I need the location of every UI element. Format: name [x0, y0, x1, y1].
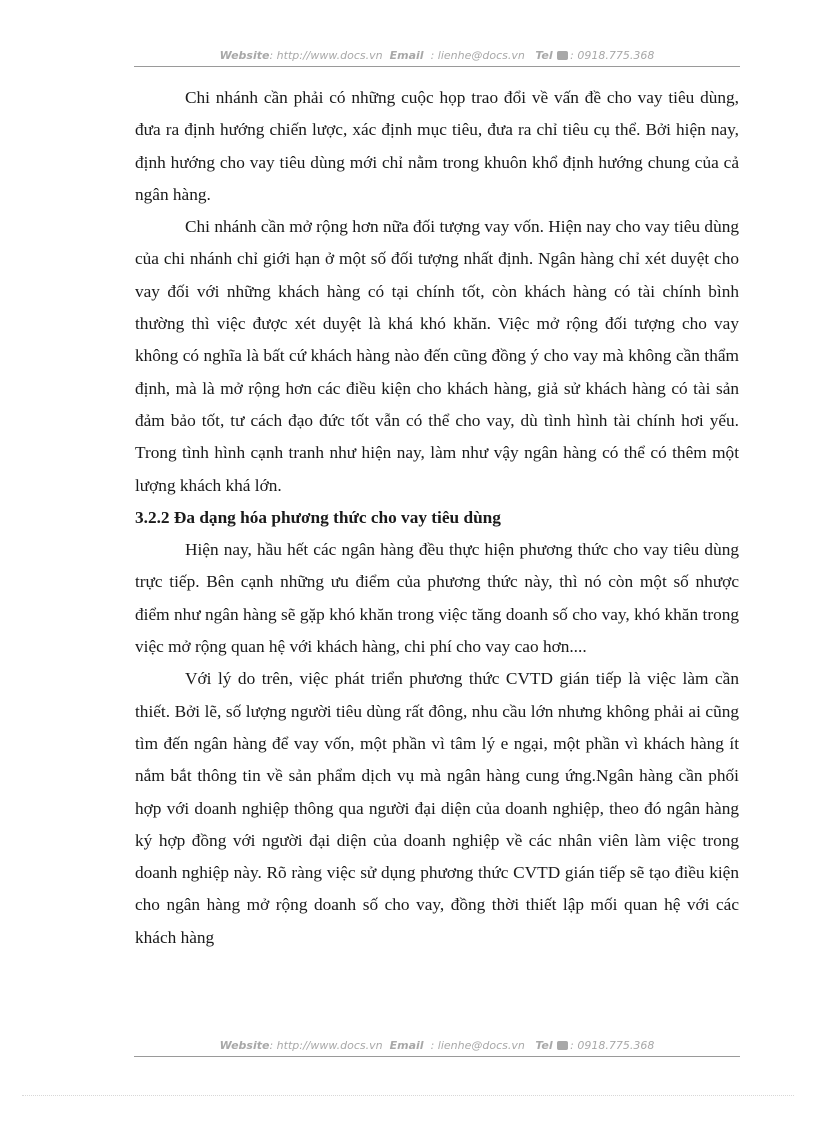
header-website-label: Website	[219, 49, 270, 62]
telephone-icon	[557, 51, 568, 60]
paragraph-2: Chi nhánh cần mở rộng hơn nữa đối tượng vay vốn. Hiện nay cho vay tiêu dùng của chi nhánh chỉ giới hạn ở một số đối tượng nhất định. Ngân hàng chỉ xét duyệt cho vay đối với những khách hàng có tại chính tốt, còn khách hàng có tài chính bình thường thì việc được xét duyệt là khá khó khăn. Việc mở rộng đối tượng cho vay không có nghĩa là bất cứ khách hàng nào đến cũng đồng ý cho vay mà không cần thẩm định, mà là mở rộng hơn các điều kiện cho khách hàng, giả sử khách hàng có tài sản đảm bảo tốt, tư cách đạo đức tốt vẫn có thể cho vay, dù tình hình tài chính hơi yếu. Trong tình hình cạnh tranh như hiện nay, làm như vậy ngân hàng có thể có thêm một lượng khách khá lớn.	[135, 217, 739, 495]
page-header	[134, 49, 740, 62]
header-website-value: : http://www.docs.vn	[269, 49, 383, 62]
footer-tel-label: Tel	[535, 1039, 553, 1052]
footer-website-value: : http://www.docs.vn	[269, 1039, 383, 1052]
header-rule	[134, 66, 740, 67]
header-tel-value: : 0918.775.368	[570, 49, 655, 62]
paragraph-1: Chi nhánh cần phải có những cuộc họp trao đổi về vấn đề cho vay tiêu dùng, đưa ra định hướng chiến lược, xác định mục tiêu, đưa ra chỉ tiêu cụ thể. Bởi hiện nay, định hướng cho vay tiêu dùng mới chỉ nằm trong khuôn khổ định hướng chung của cả ngân hàng.	[135, 88, 739, 204]
paragraph-3: Hiện nay, hầu hết các ngân hàng đều thực hiện phương thức cho vay tiêu dùng trực tiếp. Bên cạnh những ưu điểm của phương thức này, thì nó còn một số nhược điểm như ngân hàng sẽ gặp khó khăn trong việc tăng doanh số cho vay, khó khăn trong việc mở rộng quan hệ với khách hàng, chi phí cho vay cao hơn....	[135, 540, 739, 657]
header-tel-label: Tel	[535, 49, 553, 62]
footer-tel-value: : 0918.775.368	[570, 1039, 655, 1052]
section-heading: 3.2.2 Đa dạng hóa phương thức cho vay tiêu dùng	[135, 507, 501, 527]
header-email-label: Email	[389, 49, 424, 62]
footer-rule	[134, 1056, 740, 1057]
page-footer	[134, 1039, 740, 1052]
footer-email-value: : lienhe@docs.vn	[430, 1039, 525, 1052]
footer-website-label: Website	[219, 1039, 270, 1052]
paragraph-4: Với lý do trên, việc phát triển phương thức CVTD gián tiếp là việc làm cần thiết. Bởi lẽ, số lượng người tiêu dùng rất đông, nhu cầu lớn nhưng không phải ai cũng tìm đến ngân hàng để vay vốn, một phần vì tâm lý e ngại, một phần vì khách hàng ít nắm bắt thông tin về sản phẩm dịch vụ mà ngân hàng cung ứng.Ngân hàng cần phối hợp với doanh nghiệp thông qua người đại diện của doanh nghiệp, theo đó ngân hàng ký hợp đồng với người đại diện của doanh nghiệp về các nhân viên làm việc trong doanh nghiệp này. Rõ ràng việc sử dụng phương thức CVTD gián tiếp sẽ tạo điều kiện cho ngân hàng mở rộng doanh số cho vay, đồng thời thiết lập mối quan hệ với các khách hàng	[135, 669, 739, 947]
document-body	[135, 82, 739, 954]
header-email-value: : lienhe@docs.vn	[430, 49, 525, 62]
footer-email-label: Email	[389, 1039, 424, 1052]
telephone-icon	[557, 1041, 568, 1050]
page-edge-dotted-line	[22, 1095, 794, 1096]
